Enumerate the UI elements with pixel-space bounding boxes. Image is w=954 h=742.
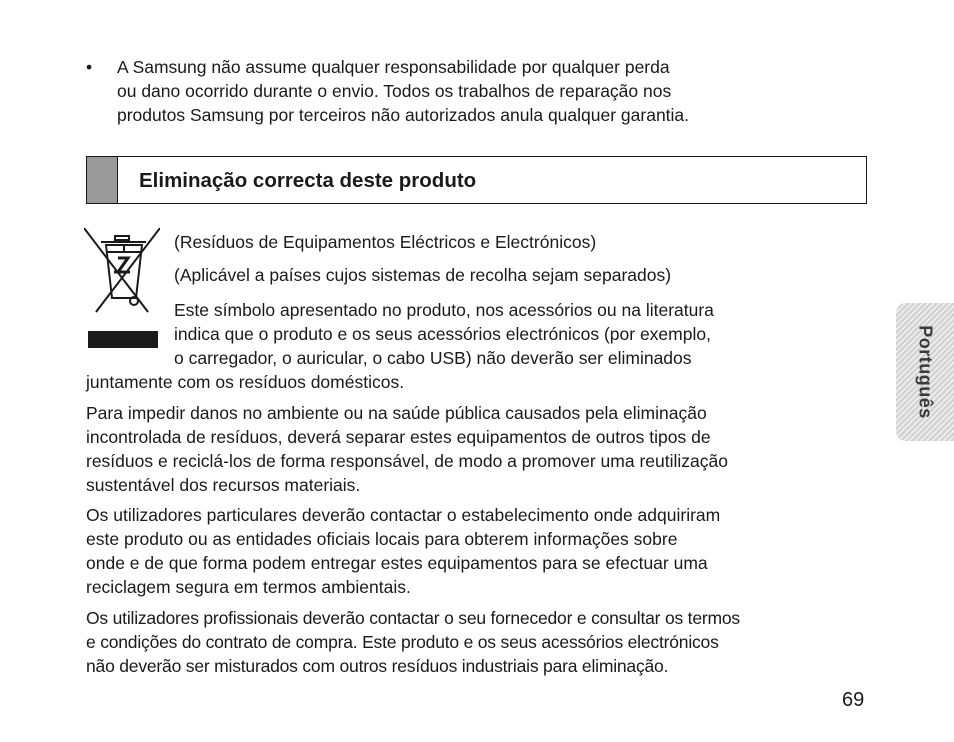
paragraph-line: Os utilizadores profissionais deverão contactar o seu fornecedor e consultar os termos xyxy=(86,608,740,628)
paragraph-line: indica que o produto e os seus acessórios electrónicos (por exemplo, xyxy=(174,324,711,344)
language-side-tab xyxy=(896,303,954,441)
paragraph-line: o carregador, o auricular, o cabo USB) não deverão ser eliminados xyxy=(174,348,692,368)
bullet-text xyxy=(117,55,846,127)
paragraph-line: este produto ou as entidades oficiais locais para obterem informações sobre xyxy=(86,529,678,549)
applicability-note: (Aplicável a países cujos sistemas de recolha sejam separados) xyxy=(174,265,672,285)
paragraph-line: Este símbolo apresentado no produto, nos acessórios ou na literatura xyxy=(174,300,714,320)
section-header-tab xyxy=(87,157,118,203)
section-title: Eliminação correcta deste produto xyxy=(139,169,477,192)
business-users-paragraph xyxy=(86,606,876,678)
paragraph-line: e condições do contrato de compra. Este produto e os seus acessórios electrónicos xyxy=(86,632,719,652)
language-tab-label: Português xyxy=(915,325,936,419)
section-header xyxy=(86,156,867,204)
environment-paragraph xyxy=(86,401,876,497)
paragraph-line: reciclagem segura em termos ambientais. xyxy=(86,577,411,597)
bullet-line: ou dano ocorrido durante o envio. Todos os trabalhos de reparação nos xyxy=(117,81,672,101)
paragraph-line: incontrolada de resíduos, deverá separar estes equipamentos de outros tipos de xyxy=(86,427,711,447)
paragraph-line: Para impedir danos no ambiente ou na saúde pública causados pela eliminação xyxy=(86,403,707,423)
paragraph-line: resíduos e reciclá-los de forma responsável, de modo a promover uma reutilização xyxy=(86,451,728,471)
paragraph-line: Os utilizadores particulares deverão contactar o estabelecimento onde adquiriram xyxy=(86,505,721,525)
page-number: 69 xyxy=(842,689,865,711)
symbol-explanation xyxy=(86,298,846,394)
paragraph-line: sustentável dos recursos materiais. xyxy=(86,475,361,495)
bullet-line: produtos Samsung por terceiros não autorizados anula qualquer garantia. xyxy=(117,105,690,125)
household-users-paragraph xyxy=(86,503,876,599)
paragraph-line: onde e de que forma podem entregar estes equipamentos para se efectuar uma xyxy=(86,553,708,573)
disclaimer-bullet xyxy=(86,55,846,127)
paragraph-line: juntamente com os resíduos domésticos. xyxy=(86,372,405,392)
paragraph-line: não deverão ser misturados com outros resíduos industriais para eliminação. xyxy=(86,656,669,676)
bullet-line: A Samsung não assume qualquer responsabilidade por qualquer perda xyxy=(117,57,670,77)
weee-label: (Resíduos de Equipamentos Eléctricos e Electrónicos) xyxy=(174,232,597,252)
bullet-marker: • xyxy=(86,57,93,77)
